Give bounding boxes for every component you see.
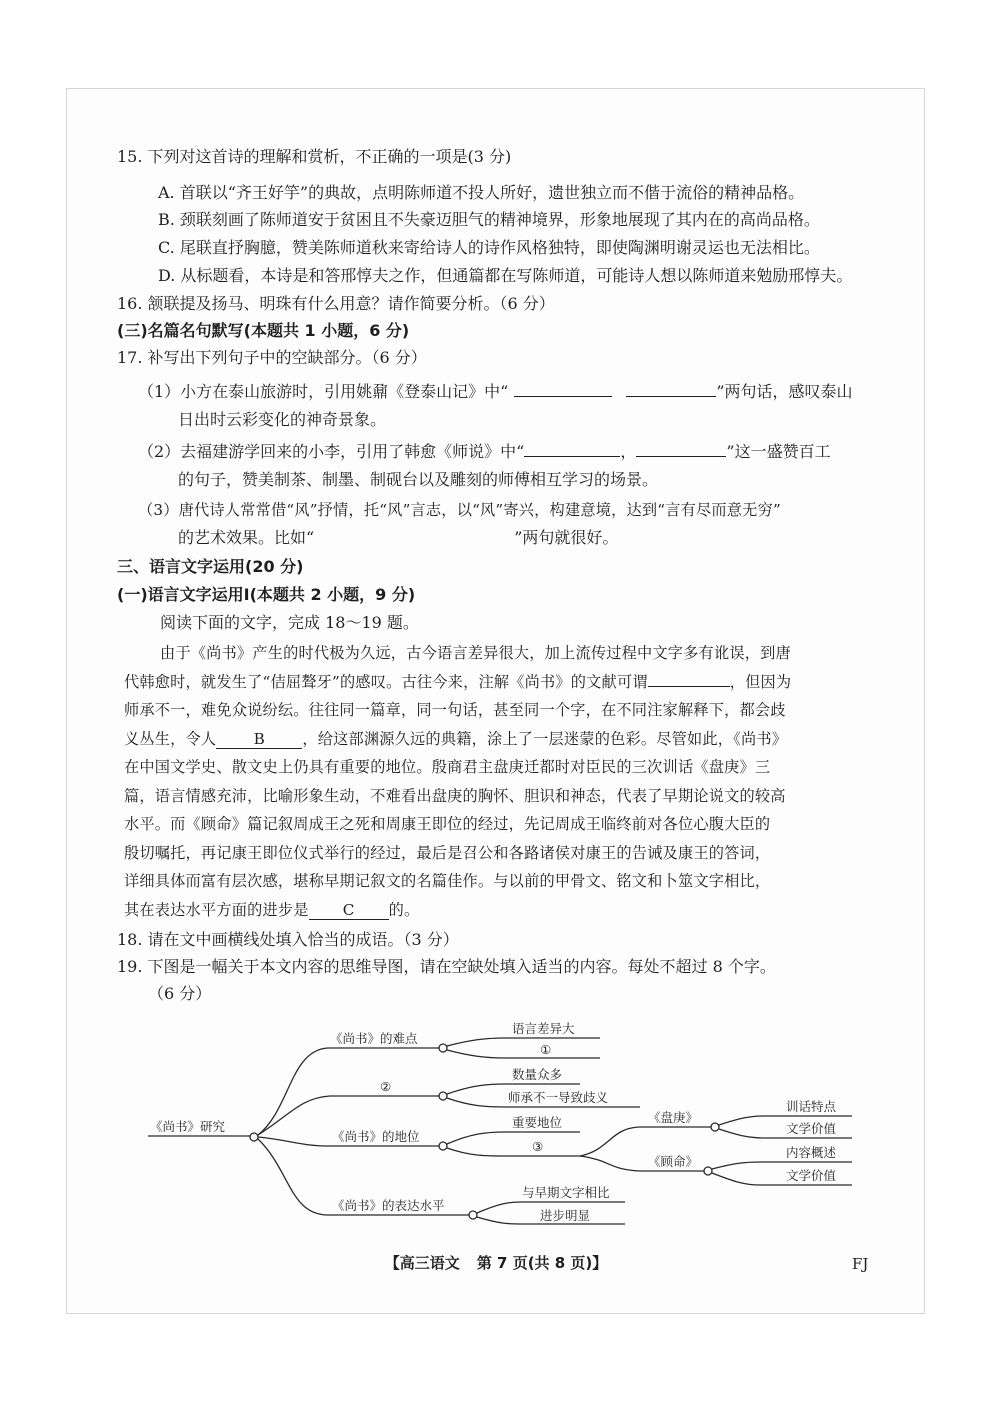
page-footer [0, 1252, 992, 1273]
passage-line-1: 由于《尚书》产生的时代极为久远，古今语言差异很大，加上流传过程中文字多有讹误，到唐 [160, 644, 791, 662]
passage-line-2 [124, 671, 791, 693]
mm-b3: 《尚书》的地位 [332, 1129, 420, 1144]
passage-line-3: 师承不一，难免众说纷纭。往往同一篇章，同一句话，甚至同一个字，在不同注家解释下，都会歧 [124, 701, 786, 719]
q17-item-2 [138, 441, 831, 463]
q15-option-c: C. 尾联直抒胸臆，赞美陈师道秋来寄给诗人的诗作风格独特，即使陶渊明谢灵运也无法相比。 [158, 238, 820, 257]
q17-item-1-cont: 日出时云彩变化的神奇景象。 [178, 410, 387, 429]
passage-line-10-text: 其在表达水平方面的进步是 [124, 901, 309, 919]
q19-score: （6 分） [148, 984, 212, 1003]
q17-item-2-comma: ， [620, 442, 637, 461]
mm-g2: 《顾命》 [648, 1154, 699, 1169]
passage-line-9: 详细具体而富有层次感，堪称早期记叙文的名篇佳作。与以前的甲骨文、铭文和卜筮文字相比， [124, 872, 771, 890]
section-3-1-heading: (一)语言文字运用Ⅰ(本题共 2 小题，9 分) [117, 585, 416, 604]
mm-g1-c2: 文学价值 [786, 1121, 837, 1136]
mm-node-g1 [711, 1123, 719, 1131]
mm-root: 《尚书》研究 [150, 1119, 226, 1134]
mm-edge-b1 [258, 1048, 440, 1135]
q17-item-1 [138, 381, 853, 403]
mm-b1-c2: ① [540, 1042, 552, 1057]
q17-item-2-text-c: ”这一盛赞百工 [726, 442, 831, 461]
mm-b1: 《尚书》的难点 [330, 1031, 418, 1046]
q18-stem: 18. 请在文中画横线处填入恰当的成语。（3 分） [117, 930, 459, 949]
mm-b2-c1: 数量众多 [512, 1067, 563, 1082]
mm-g2-c2: 文学价值 [786, 1168, 837, 1183]
q17-item-2-cont: 的句子，赞美制茶、制墨、制砚台以及雕刻的师傅相互学习的场景。 [178, 470, 659, 489]
mind-map [140, 1010, 880, 1230]
q17-item-1-text-a: （1）小方在泰山旅游时，引用姚鼐《登泰山记》中“ [138, 382, 509, 401]
passage-line-5: 在中国文学史、散文史上仍具有重要的地位。殷商君主盘庚迁都时对臣民的三次训话《盘庚》三 [124, 758, 771, 776]
mm-b1-c1: 语言差异大 [512, 1021, 575, 1036]
mm-edge-b3c1 [447, 1132, 580, 1144]
passage-line-10-tail: 的。 [388, 901, 420, 919]
mm-edge-b1c1 [447, 1038, 600, 1046]
mm-b4-c2: 进步明显 [540, 1208, 591, 1223]
mm-b3-c1: 重要地位 [512, 1115, 563, 1130]
reading-intro: 阅读下面的文字，完成 18～19 题。 [160, 613, 419, 632]
mm-node-b3 [439, 1142, 447, 1150]
q17-item-2-text-a: （2）去福建游学回来的小李，引用了韩愈《师说》中“ [138, 442, 525, 461]
mm-node-g2 [704, 1167, 712, 1175]
mm-b2-c2: 师承不一导致歧义 [508, 1090, 609, 1105]
mm-node-b2 [439, 1092, 447, 1100]
passage-line-7: 水平。而《顾命》篇记叙周成王之死和周康王即位的经过，先记周成王临终前对各位心腹大臣的 [124, 815, 771, 833]
mm-node-b1 [439, 1044, 447, 1052]
q15-option-b: B. 颈联刻画了陈师道安于贫困且不失豪迈胆气的精神境界，形象地展现了其内在的高尚品格。 [158, 210, 820, 229]
q17-item-3-text-c: ”两句就很好。 [514, 528, 619, 547]
footer-title: 【高三语文 [384, 1254, 460, 1272]
footer-page: 第 7 页(共 8 页)】 [476, 1254, 608, 1272]
mm-b4-c1: 与早期文字相比 [522, 1185, 610, 1200]
mm-node-b4 [469, 1211, 477, 1219]
mm-b2: ② [380, 1079, 392, 1094]
mm-edge-b1c2 [447, 1050, 600, 1058]
q15-option-a: A. 首联以“齐王好竽”的典故，点明陈师道不投人所好，遗世独立而不偕于流俗的精神品格。 [158, 183, 805, 202]
passage-line-4-tail: ，给这部渊源久远的典籍，涂上了一层迷蒙的色彩。尽管如此，《尚书》 [302, 730, 788, 748]
q17-blank-1a [514, 382, 612, 397]
q15-stem: 15. 下列对这首诗的理解和赏析，不正确的一项是(3 分) [117, 147, 512, 166]
passage-line-2-tail: ，但因为 [729, 673, 792, 691]
blank-b: B [216, 730, 302, 749]
mm-g1: 《盘庚》 [648, 1110, 699, 1125]
q17-item-3-cont [178, 527, 618, 549]
q17-blank-2b [636, 442, 726, 457]
q17-blank-1b [626, 382, 716, 397]
q17-item-3: （3）唐代诗人常常借“风”抒情，托“风”言志，以“风”寄兴，构建意境，达到“言有尽而意无穷” [138, 501, 781, 519]
mm-root-node [250, 1133, 258, 1141]
passage-line-4 [124, 728, 787, 750]
mm-g1-c1: 训话特点 [786, 1099, 837, 1114]
mm-edge-b3c2 [447, 1148, 580, 1156]
q16-stem: 16. 颔联提及扬马、明珠有什么用意？请作简要分析。（6 分） [117, 294, 555, 313]
passage-line-10 [124, 899, 419, 921]
blank-c: C [309, 901, 389, 920]
footer-code: FJ [852, 1255, 869, 1273]
blank-a [648, 672, 730, 687]
q15-option-d: D. 从标题看，本诗是和答邢惇夫之作，但通篇都在写陈师道，可能诗人想以陈师道来勉励邢惇夫。 [158, 266, 853, 285]
q17-item-3-text-b: 的艺术效果。比如“ [178, 528, 315, 547]
section-famous-heading: (三)名篇名句默写(本题共 1 小题，6 分) [117, 321, 410, 340]
q17-stem: 17. 补写出下列句子中的空缺部分。（6 分） [117, 348, 427, 367]
passage-line-6: 篇，语言情感充沛，比喻形象生动，不难看出盘庚的胸怀、胆识和神态，代表了早期论说文的较高 [124, 787, 786, 805]
passage-line-2-text: 代韩愈时，就发生了“佶屈聱牙”的感叹。古往今来，注解《尚书》的文献可谓 [124, 673, 648, 691]
mm-g2-c1: 内容概述 [786, 1145, 837, 1160]
mm-b3-c2: ③ [532, 1139, 544, 1154]
mm-edge-g1 [580, 1127, 712, 1156]
mm-b4: 《尚书》的表达水平 [332, 1198, 445, 1213]
q17-blank-2a [524, 442, 620, 457]
q17-item-1-text-b: ”两句话，感叹泰山 [716, 382, 853, 401]
section-3-heading: 三、语言文字运用(20 分) [117, 557, 304, 576]
passage-line-8: 殷切嘱托，再记康王即位仪式举行的经过，最后是召公和各路诸侯对康王的告诫及康王的答词， [124, 844, 771, 862]
passage-line-4-text: 义丛生，令人 [124, 730, 217, 748]
q19-stem: 19. 下图是一幅关于本文内容的思维导图，请在空缺处填入适当的内容。每处不超过 8 个字。 [117, 957, 776, 976]
